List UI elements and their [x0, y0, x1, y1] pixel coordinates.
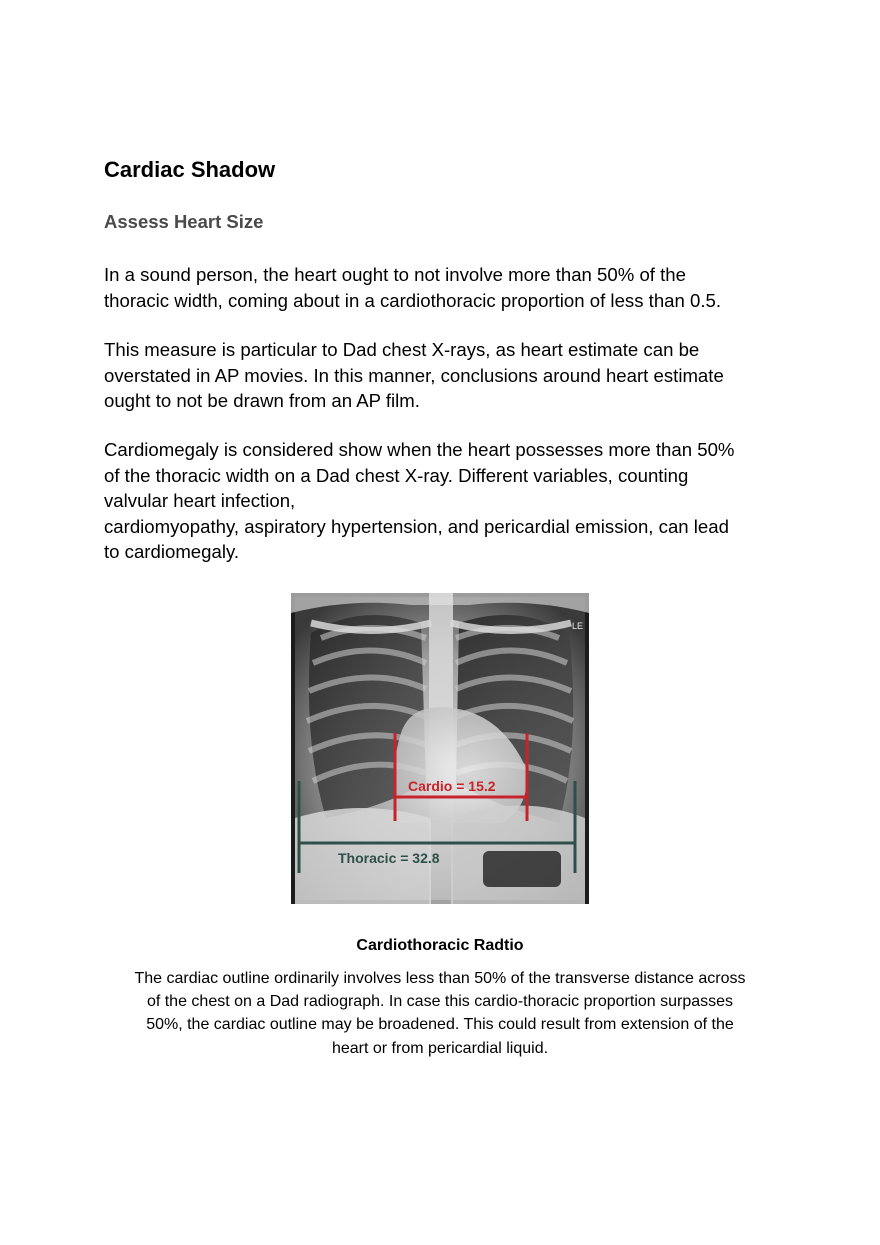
figure-caption-text	[0, 967, 880, 1060]
corner-marker: LE	[572, 621, 584, 631]
paragraph-line: thoracic width, coming about in a cardiothoracic proportion of less than 0.5.	[104, 289, 722, 311]
paragraph-line: ought to not be drawn from an AP film.	[104, 390, 420, 412]
thoracic-label: Thoracic = 32.8	[338, 850, 440, 866]
paragraph-pa-film	[104, 337, 784, 414]
caption-line: The cardiac outline ordinarily involves less than 50% of the transverse distance across	[134, 970, 746, 987]
paragraph-line: This measure is particular to Dad chest X-rays, as heart estimate can be	[104, 339, 700, 360]
gastric-bubble	[483, 851, 561, 887]
caption-line: heart or from pericardial liquid.	[331, 1039, 549, 1057]
paragraph-line: of the thoracic width on a Dad chest X-ray. Different variables, counting	[104, 464, 689, 486]
paragraph-line: cardiomyopathy, aspiratory hypertension, and pericardial emission, can lead	[104, 515, 729, 537]
paragraph-cardiomegaly	[104, 437, 784, 565]
cardio-label: Cardio = 15.2	[408, 778, 496, 794]
caption-line: 50%, the cardiac outline may be broadened. This could result from extension of the	[146, 1016, 734, 1034]
paragraph-line: In a sound person, the heart ought to not involve more than 50% of the	[104, 264, 686, 285]
paragraph-line: valvular heart infection,	[104, 490, 296, 512]
caption-line: of the chest on a Dad radiograph. In case this cardio-thoracic proportion surpasses	[146, 993, 734, 1011]
chest-xray-image	[291, 593, 589, 904]
paragraph-heart-size	[104, 262, 784, 313]
page-title: Cardiac Shadow	[104, 157, 276, 182]
paragraph-line: overstated in AP movies. In this manner, conclusions around heart estimate	[104, 364, 724, 386]
chest-xray-figure	[291, 593, 589, 904]
figure-caption-title: Cardiothoracic Radtio	[356, 937, 524, 954]
paragraph-line: Cardiomegaly is considered show when the heart possesses more than 50%	[104, 439, 735, 460]
section-subheading: Assess Heart Size	[104, 211, 264, 232]
paragraph-line: to cardiomegaly.	[104, 541, 240, 563]
